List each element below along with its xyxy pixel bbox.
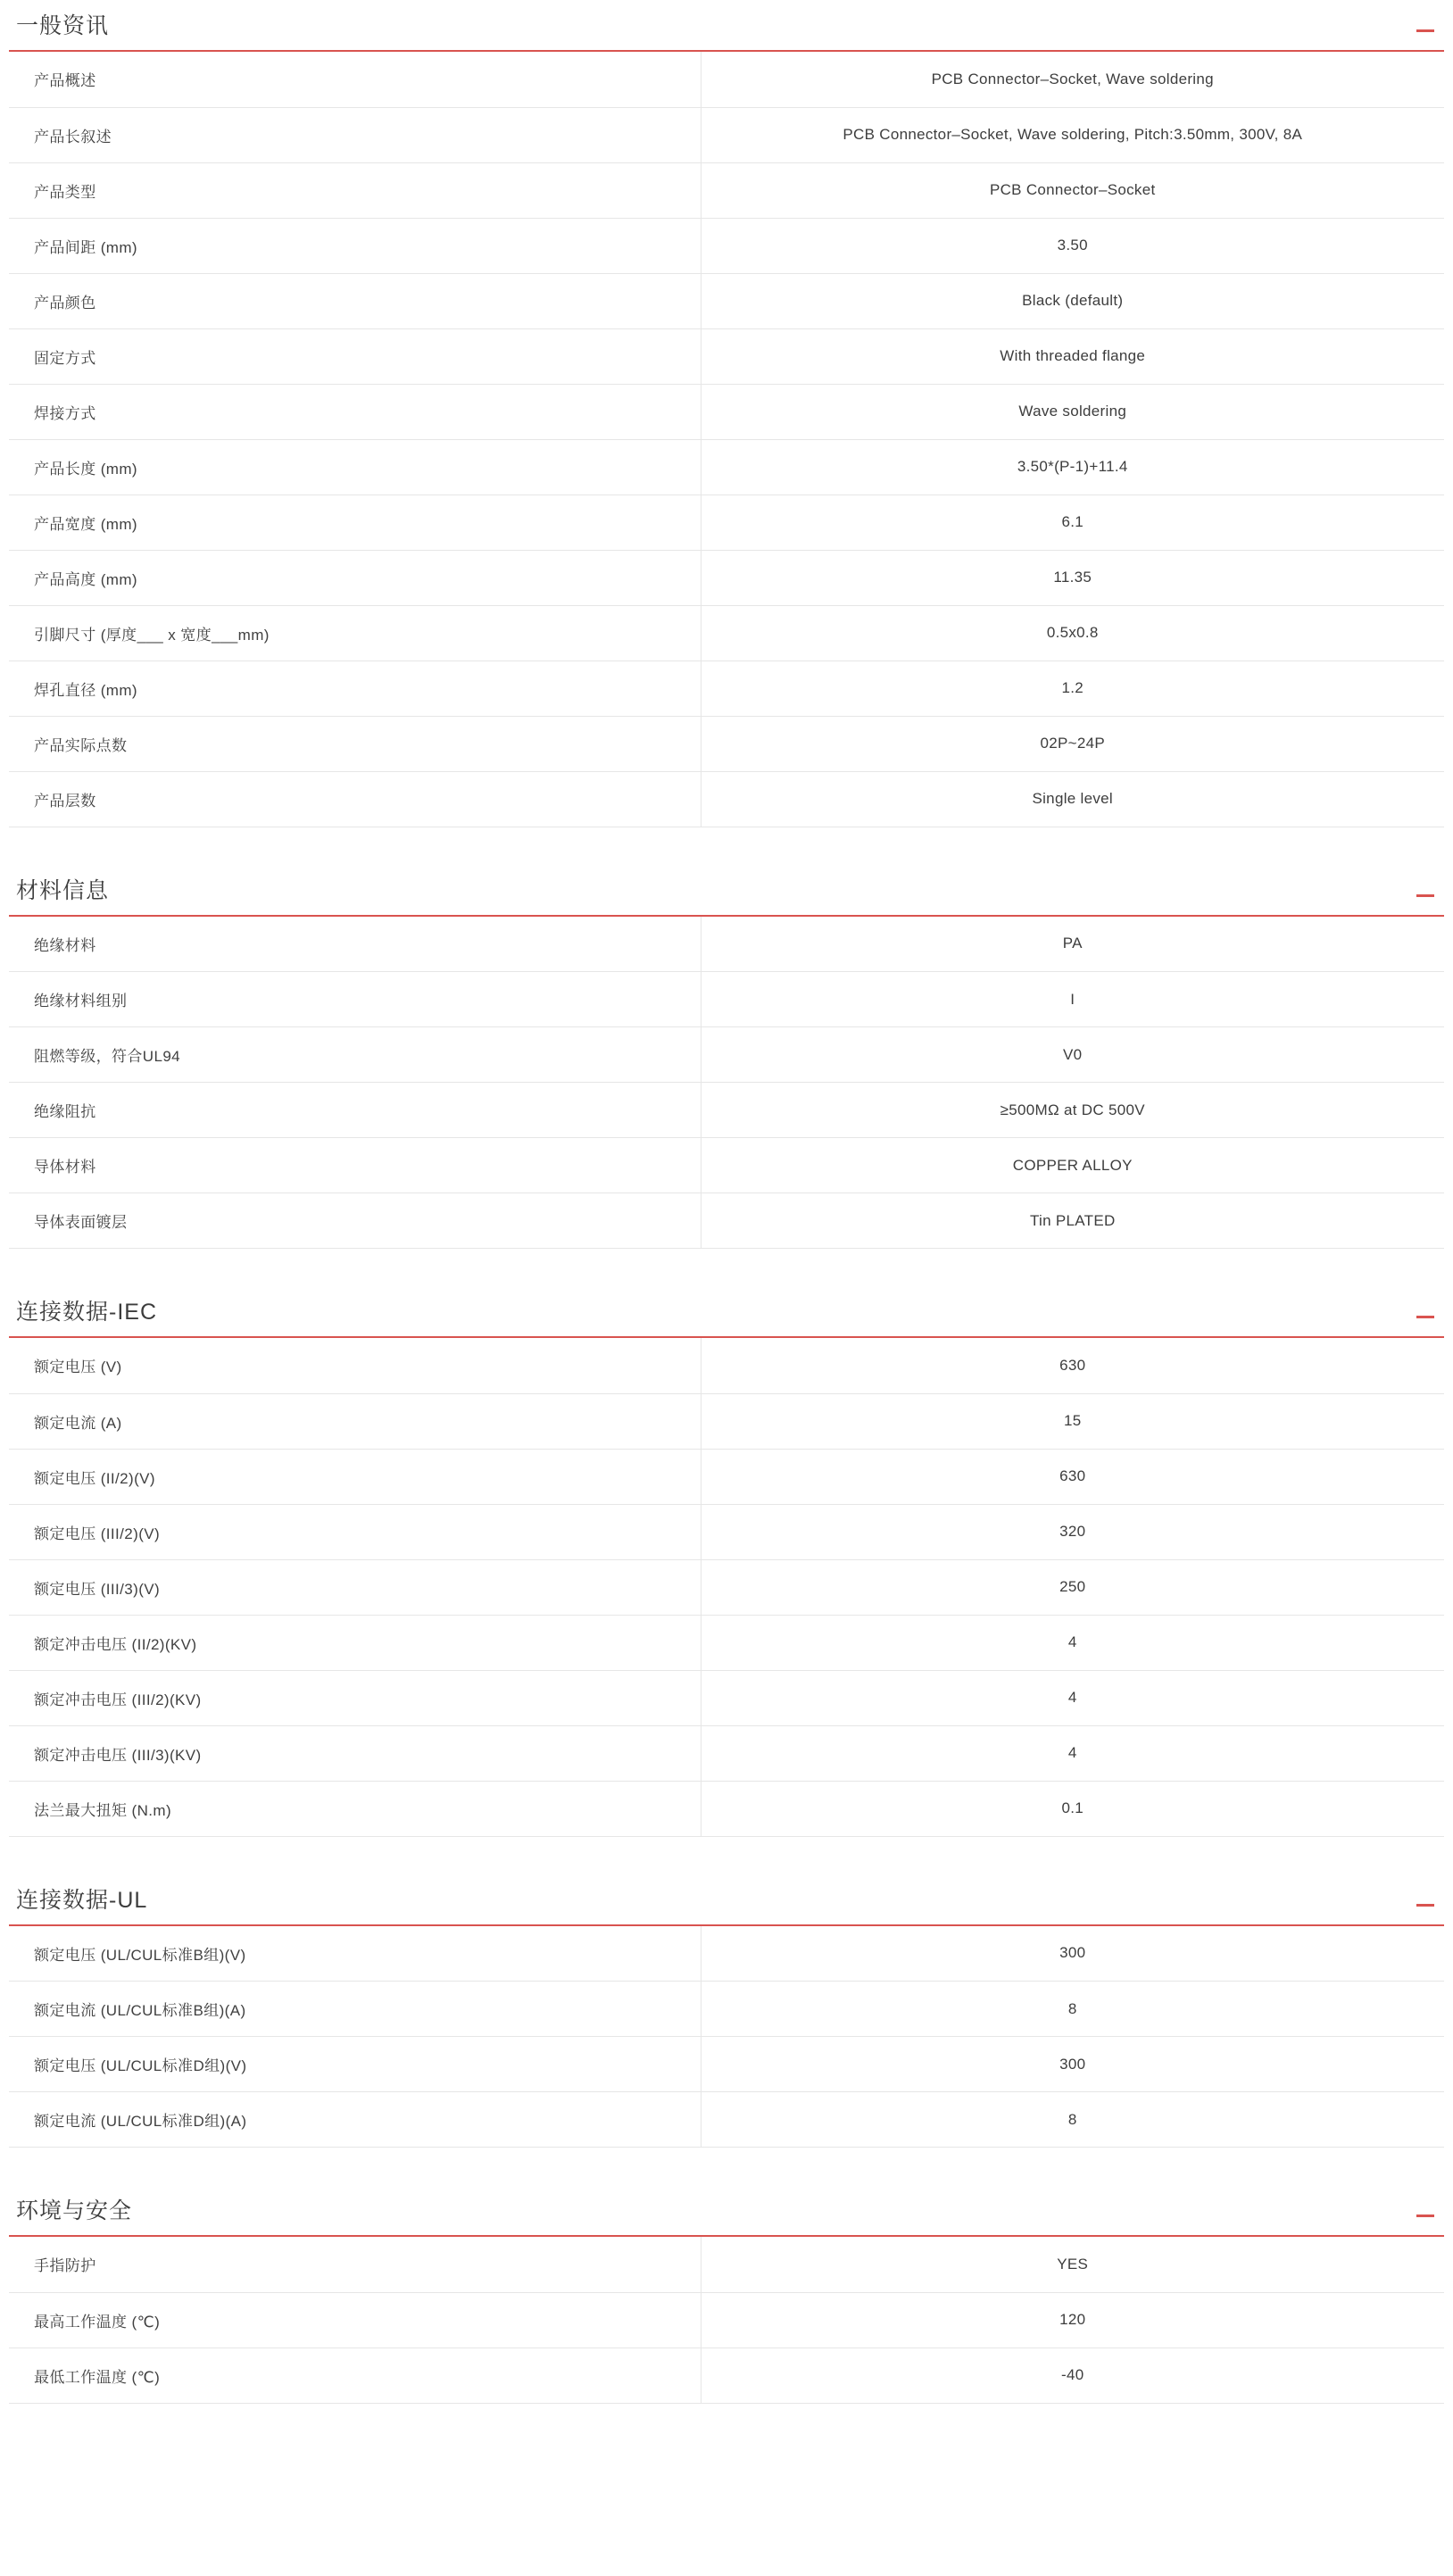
table-row xyxy=(9,2237,1444,2292)
spec-label: 绝缘阻抗 xyxy=(9,1083,701,1138)
table-row xyxy=(9,328,1444,384)
spec-label: 额定电压 (UL/CUL标准B组)(V) xyxy=(9,1926,701,1982)
table-row xyxy=(9,2347,1444,2403)
spec-value: 8 xyxy=(701,1982,1444,2037)
section-title: 一般资讯 xyxy=(16,13,110,38)
spec-value: With threaded flange xyxy=(701,328,1444,384)
minus-icon[interactable] xyxy=(1414,2205,1437,2224)
section-title: 材料信息 xyxy=(16,877,110,903)
minus-icon[interactable] xyxy=(1414,1306,1437,1325)
spec-label: 产品实际点数 xyxy=(9,716,701,771)
spec-value: Single level xyxy=(701,771,1444,827)
spec-label: 最低工作温度 (℃) xyxy=(9,2347,701,2403)
spec-value: 0.1 xyxy=(701,1781,1444,1836)
table-row xyxy=(9,52,1444,107)
table-row xyxy=(9,1982,1444,2037)
spec-label: 额定电压 (V) xyxy=(9,1338,701,1393)
table-row xyxy=(9,716,1444,771)
spec-value: 4 xyxy=(701,1670,1444,1725)
spec-label: 额定冲击电压 (II/2)(KV) xyxy=(9,1615,701,1670)
spec-label: 额定电流 (A) xyxy=(9,1393,701,1449)
spec-label: 阻燃等级，符合UL94 xyxy=(9,1027,701,1083)
spec-section xyxy=(9,2198,1444,2404)
spec-value: 120 xyxy=(701,2292,1444,2347)
spec-value: Black (default) xyxy=(701,273,1444,328)
table-row xyxy=(9,384,1444,439)
spec-value: 6.1 xyxy=(701,494,1444,550)
spec-label: 绝缘材料组别 xyxy=(9,972,701,1027)
spec-value: PA xyxy=(701,917,1444,972)
spec-value: 15 xyxy=(701,1393,1444,1449)
table-row xyxy=(9,972,1444,1027)
spec-label: 绝缘材料 xyxy=(9,917,701,972)
table-row xyxy=(9,2292,1444,2347)
spec-value: 320 xyxy=(701,1504,1444,1559)
table-row xyxy=(9,1670,1444,1725)
spec-section xyxy=(9,12,1444,827)
spec-table xyxy=(9,2237,1444,2404)
section-header xyxy=(9,2198,1444,2237)
table-row xyxy=(9,1083,1444,1138)
table-row xyxy=(9,273,1444,328)
spec-value: 4 xyxy=(701,1725,1444,1781)
spec-value: 11.35 xyxy=(701,550,1444,605)
table-row xyxy=(9,550,1444,605)
spec-value: 300 xyxy=(701,1926,1444,1982)
table-row xyxy=(9,494,1444,550)
spec-table xyxy=(9,52,1444,827)
table-row xyxy=(9,605,1444,661)
spec-value: PCB Connector–Socket, Wave soldering xyxy=(701,52,1444,107)
spec-label: 法兰最大扭矩 (N.m) xyxy=(9,1781,701,1836)
table-row xyxy=(9,1138,1444,1193)
spec-label: 额定电压 (III/3)(V) xyxy=(9,1559,701,1615)
table-row xyxy=(9,1393,1444,1449)
table-row xyxy=(9,1504,1444,1559)
minus-icon-bar xyxy=(1416,2215,1434,2217)
spec-label: 产品类型 xyxy=(9,162,701,218)
section-title: 连接数据-UL xyxy=(16,1887,148,1913)
spec-label: 手指防护 xyxy=(9,2237,701,2292)
spec-label: 焊接方式 xyxy=(9,384,701,439)
spec-value: I xyxy=(701,972,1444,1027)
spec-value: -40 xyxy=(701,2347,1444,2403)
section-header xyxy=(9,1299,1444,1338)
spec-label: 产品高度 (mm) xyxy=(9,550,701,605)
spec-label: 额定电压 (III/2)(V) xyxy=(9,1504,701,1559)
spec-value: 630 xyxy=(701,1449,1444,1504)
table-row xyxy=(9,1449,1444,1504)
spec-label: 额定电压 (UL/CUL标准D组)(V) xyxy=(9,2037,701,2092)
spec-value: 250 xyxy=(701,1559,1444,1615)
table-row xyxy=(9,218,1444,273)
table-row xyxy=(9,1193,1444,1249)
spec-label: 产品层数 xyxy=(9,771,701,827)
spec-value: 8 xyxy=(701,2092,1444,2148)
section-header xyxy=(9,1887,1444,1926)
spec-value: PCB Connector–Socket, Wave soldering, Pitch:3.50mm, 300V, 8A xyxy=(701,107,1444,162)
table-row xyxy=(9,1781,1444,1836)
spec-value: 3.50*(P-1)+11.4 xyxy=(701,439,1444,494)
spec-label: 产品宽度 (mm) xyxy=(9,494,701,550)
minus-icon-bar xyxy=(1416,1316,1434,1318)
spec-label: 产品长度 (mm) xyxy=(9,439,701,494)
spec-value: 02P~24P xyxy=(701,716,1444,771)
spec-table xyxy=(9,1338,1444,1837)
top-spacer xyxy=(0,0,1453,12)
table-row xyxy=(9,771,1444,827)
spec-value: PCB Connector–Socket xyxy=(701,162,1444,218)
spec-section xyxy=(9,1887,1444,2148)
section-title: 连接数据-IEC xyxy=(16,1300,158,1325)
spec-label: 额定冲击电压 (III/3)(KV) xyxy=(9,1725,701,1781)
spec-value: YES xyxy=(701,2237,1444,2292)
table-row xyxy=(9,917,1444,972)
table-row xyxy=(9,162,1444,218)
spec-label: 导体材料 xyxy=(9,1138,701,1193)
spec-label: 固定方式 xyxy=(9,328,701,384)
minus-icon[interactable] xyxy=(1414,885,1437,904)
table-row xyxy=(9,2092,1444,2148)
spec-label: 产品颜色 xyxy=(9,273,701,328)
spec-value: 630 xyxy=(701,1338,1444,1393)
spec-label: 引脚尺寸 (厚度___ x 宽度___mm) xyxy=(9,605,701,661)
minus-icon-bar xyxy=(1416,894,1434,897)
table-row xyxy=(9,1725,1444,1781)
spec-value: 0.5x0.8 xyxy=(701,605,1444,661)
table-row xyxy=(9,439,1444,494)
table-row xyxy=(9,661,1444,716)
spec-label: 额定电流 (UL/CUL标准D组)(A) xyxy=(9,2092,701,2148)
minus-icon[interactable] xyxy=(1414,20,1437,39)
minus-icon-bar xyxy=(1416,29,1434,32)
spec-section xyxy=(9,877,1444,1250)
spec-value: Tin PLATED xyxy=(701,1193,1444,1249)
spec-label: 导体表面镀层 xyxy=(9,1193,701,1249)
table-row xyxy=(9,107,1444,162)
spec-section xyxy=(9,1299,1444,1837)
spec-value: V0 xyxy=(701,1027,1444,1083)
spec-value: ≥500MΩ at DC 500V xyxy=(701,1083,1444,1138)
table-row xyxy=(9,1615,1444,1670)
table-row xyxy=(9,1338,1444,1393)
spec-value: 4 xyxy=(701,1615,1444,1670)
section-header xyxy=(9,877,1444,917)
spec-label: 额定电压 (II/2)(V) xyxy=(9,1449,701,1504)
spec-value: 1.2 xyxy=(701,661,1444,716)
minus-icon[interactable] xyxy=(1414,1894,1437,1914)
spec-label: 焊孔直径 (mm) xyxy=(9,661,701,716)
section-header xyxy=(9,12,1444,52)
spec-value: COPPER ALLOY xyxy=(701,1138,1444,1193)
spec-label: 额定冲击电压 (III/2)(KV) xyxy=(9,1670,701,1725)
spec-table xyxy=(9,1926,1444,2148)
table-row xyxy=(9,1926,1444,1982)
spec-value: 3.50 xyxy=(701,218,1444,273)
spec-label: 最高工作温度 (℃) xyxy=(9,2292,701,2347)
spec-table xyxy=(9,917,1444,1250)
table-row xyxy=(9,1027,1444,1083)
spec-sections xyxy=(0,12,1453,2404)
section-title: 环境与安全 xyxy=(16,2198,133,2223)
spec-value: Wave soldering xyxy=(701,384,1444,439)
table-row xyxy=(9,2037,1444,2092)
table-row xyxy=(9,1559,1444,1615)
spec-label: 产品概述 xyxy=(9,52,701,107)
spec-label: 产品间距 (mm) xyxy=(9,218,701,273)
minus-icon-bar xyxy=(1416,1904,1434,1907)
spec-label: 额定电流 (UL/CUL标准B组)(A) xyxy=(9,1982,701,2037)
spec-value: 300 xyxy=(701,2037,1444,2092)
spec-label: 产品长叙述 xyxy=(9,107,701,162)
